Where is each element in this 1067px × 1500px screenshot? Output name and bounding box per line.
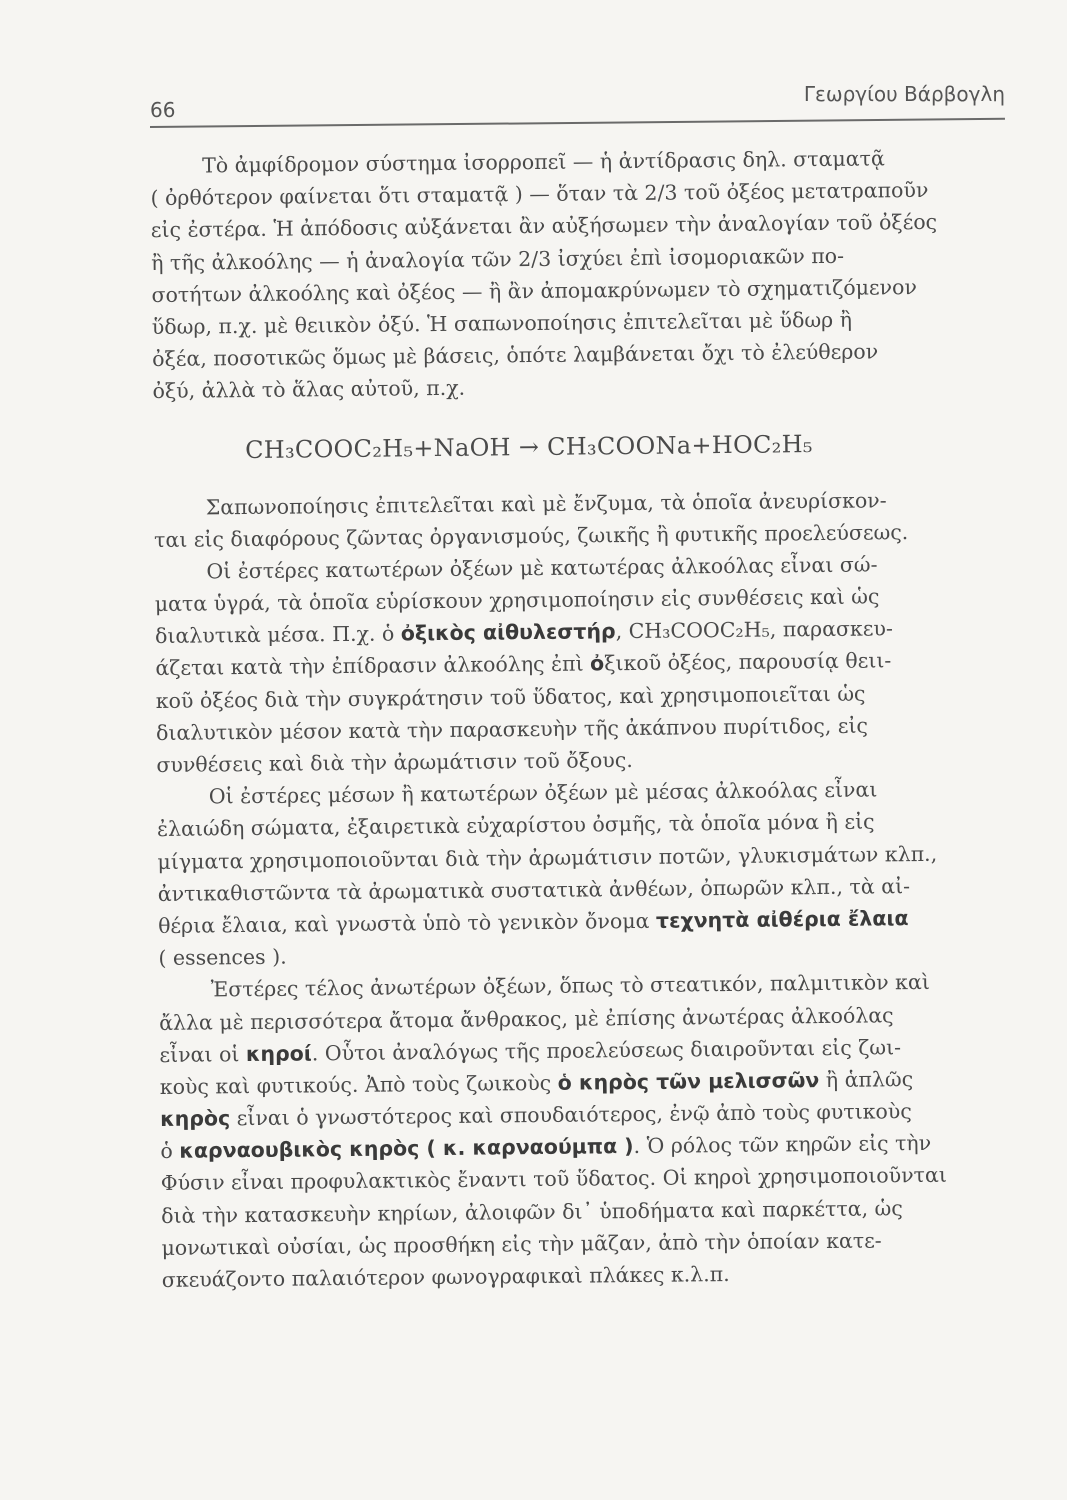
bold-term-wax: κηρὸς — [160, 1106, 231, 1132]
text-line: συνθέσεις καὶ διὰ τὴν ἀρωμάτισιν τοῦ ὄξους. — [156, 747, 633, 777]
bold-term-beeswax: ὁ κηρὸς τῶν μελισσῶν — [557, 1067, 820, 1095]
text-line: Οἱ ἐστέρες κατωτέρων ὀξέων μὲ κατωτέρας ἀλκοόλας εἶναι σώ- — [206, 552, 878, 584]
text-line: Σαπωνοποίησις ἐπιτελεῖται καὶ μὲ ἔνζυμα, τὰ ὁποῖα ἀνευρίσκον- — [205, 487, 887, 519]
header-rule — [150, 118, 1005, 128]
text-span: ὁ — [160, 1138, 180, 1164]
text-span: . Οὗτοι ἀναλόγως τῆς προελεύσεως διαιροῦνται εἰς ζωι- — [311, 1034, 902, 1066]
text-span: ξικοῦ ὀξέος, παρουσίᾳ θειι- — [604, 648, 892, 676]
text-span: εἶναι ὁ γνωστότερος καὶ σπουδαιότερος, ἐνῷ ἀπὸ τοὺς φυτικοὺς — [230, 1099, 912, 1131]
text-span: εἶναι οἱ — [159, 1041, 247, 1067]
text-line: ὀξύ, ἀλλὰ τὸ ἅλας αὐτοῦ, π.χ. — [152, 376, 466, 404]
bold-term-carnauba-wax: καρναουβικὸς κηρὸς ( κ. καρναούμπα ) — [179, 1134, 634, 1163]
text-line: ματα ὑγρά, τὰ ὁποῖα εὑρίσκουν χρησιμοποίησιν εἰς συνθέσεις καὶ ὡς — [154, 584, 880, 617]
text-line: διαλυτικὸν μέσον κατὰ τὴν παρασκευὴν τῆς ἀκάπνου πυρίτιδος, εἰς — [155, 713, 869, 745]
paragraph-equilibrium — [150, 141, 1029, 408]
text-line: σοτήτων ἀλκοόλης καὶ ὀξέος — ἢ ἂν ἀπομακρύνωμεν τὸ σχηματιζόμενον — [151, 274, 918, 307]
text-line: ἄλλα μὲ περισσότερα ἄτομα ἄνθρακος, μὲ ἐπίσης ἀνωτέρας ἀλκοόλας — [159, 1002, 894, 1035]
text-span: , CH₃COOC₂H₅, παρασκευ- — [615, 616, 893, 644]
text-span: θέρια ἔλαια, καὶ γνωστὰ ὑπὸ τὸ γενικὸν ὄνομα — [157, 908, 657, 938]
paragraph-waxes — [159, 965, 1038, 1296]
text-line: ἢ τῆς ἀλκοόλης — ἡ ἀναλογία τῶν 2/3 ἰσχύει ἐπὶ ἰσομοριακῶν πο- — [151, 243, 845, 275]
body-text — [150, 141, 1038, 1296]
paragraph-middle-esters — [157, 772, 1035, 974]
text-span: διαλυτικὰ μέσα. Π.χ. ὁ — [154, 621, 401, 649]
text-line: Τὸ ἀμφίδρομον σύστημα ἰσορροπεῖ — ἡ ἀντίδρασις δηλ. σταματᾷ — [202, 146, 885, 178]
bold-letter: ὀ — [589, 651, 605, 676]
text-line: Ἐστέρες τέλος ἀνωτέρων ὀξέων, ὅπως τὸ στεατικόν, παλμιτικὸν καὶ — [210, 970, 930, 1002]
text-span: κοὺς καὶ φυτικούς. Ἀπὸ τοὺς ζωικοὺς — [159, 1070, 558, 1099]
running-head-author: Γεωργίου Βάρβογλη — [803, 82, 1005, 106]
text-line: Φύσιν εἶναι προφυλακτικὸς ἔναντι τοῦ ὕδατος. Οἱ κηροὶ χρησιμοποιοῦνται — [160, 1163, 947, 1196]
text-line: ( ὀρθότερον φαίνεται ὅτι σταματᾷ ) — ὅταν τὰ 2/3 τοῦ ὀξέος μετατραποῦν — [150, 178, 929, 211]
bold-term-ethyl-acetate: ὀξικὸς αἰθυλεστήρ — [400, 619, 616, 646]
text-line: Οἱ ἐστέρες μέσων ἢ κατωτέρων ὀξέων μὲ μέσας ἀλκοόλας εἶναι — [208, 777, 878, 809]
saponification-equation: CH₃COOC₂H₅+NaOH → CH₃COONa+HOC₂H₅ — [244, 429, 813, 464]
text-span: ἢ ἁπλῶς — [819, 1066, 914, 1092]
text-line: ( essences ). — [158, 944, 287, 971]
text-line: ἐλαιώδη σώματα, ἐξαιρετικὰ εὐχαρίστου ὀσμῆς, τὰ ὁποῖα μόνα ἢ εἰς — [156, 809, 875, 842]
bold-term-waxes: κηροί — [245, 1041, 312, 1066]
text-line: ὀξέα, ποσοτικῶς ὅμως μὲ βάσεις, ὁπότε λαμβάνεται ὄχι τὸ ἐλεύθερον — [152, 339, 879, 372]
page-header — [150, 78, 1005, 130]
text-line: ται εἰς διαφόρους ζῶντας ὀργανισμούς, ζωικῆς ἢ φυτικῆς προελεύσεως. — [153, 519, 909, 552]
text-line: εἰς ἐστέρα. Ἡ ἀπόδοσις αὐξάνεται ἂν αὐξήσωμεν τὴν ἀναλογίαν τοῦ ὀξέος — [150, 210, 938, 243]
paragraph-lower-esters — [154, 547, 1032, 781]
text-line: διὰ τὴν κατασκευὴν κηρίων, ἀλοιφῶν δι᾽ ὑποδήματα καὶ παρκέττα, ὡς — [161, 1195, 903, 1228]
text-span: . Ὁ ρόλος τῶν κηρῶν εἰς τὴν — [633, 1131, 932, 1159]
text-line: μίγματα χρησιμοποιοῦνται διὰ τὴν ἀρωμάτισιν ποτῶν, γλυκισμάτων κλπ., — [157, 841, 938, 874]
text-line: σκευάζοντο παλαιότερον φωνογραφικαὶ πλάκες κ.λ.π. — [161, 1261, 730, 1292]
text-line: ὕδωρ, π.χ. μὲ θειικὸν ὀξύ. Ἡ σαπωνοποίησις ἐπιτελεῖται μὲ ὕδωρ ἢ — [151, 307, 853, 339]
text-line: κοῦ ὀξέος διὰ τὴν συγκράτησιν τοῦ ὕδατος, καὶ χρησιμοποιεῖται ὡς — [155, 681, 866, 713]
text-line: ἀντικαθιστῶντα τὰ ἀρωματικὰ συστατικὰ ἀνθέων, ὀπωρῶν κλπ., τὰ αἰ- — [157, 873, 911, 906]
text-line: μονωτικαὶ οὐσίαι, ὡς προσθήκη εἰς τὴν μᾶζαν, ἀπὸ τὴν ὁποίαν κατε- — [161, 1228, 882, 1260]
bold-term-essential-oils: τεχνητὰ αἰθέρια ἔλαια — [655, 906, 909, 933]
page-number: 66 — [150, 98, 176, 122]
text-span: άζεται κατὰ τὴν ἐπίδρασιν ἀλκοόλης ἐπὶ — [155, 651, 591, 681]
paragraph-enzymes — [154, 482, 1031, 556]
